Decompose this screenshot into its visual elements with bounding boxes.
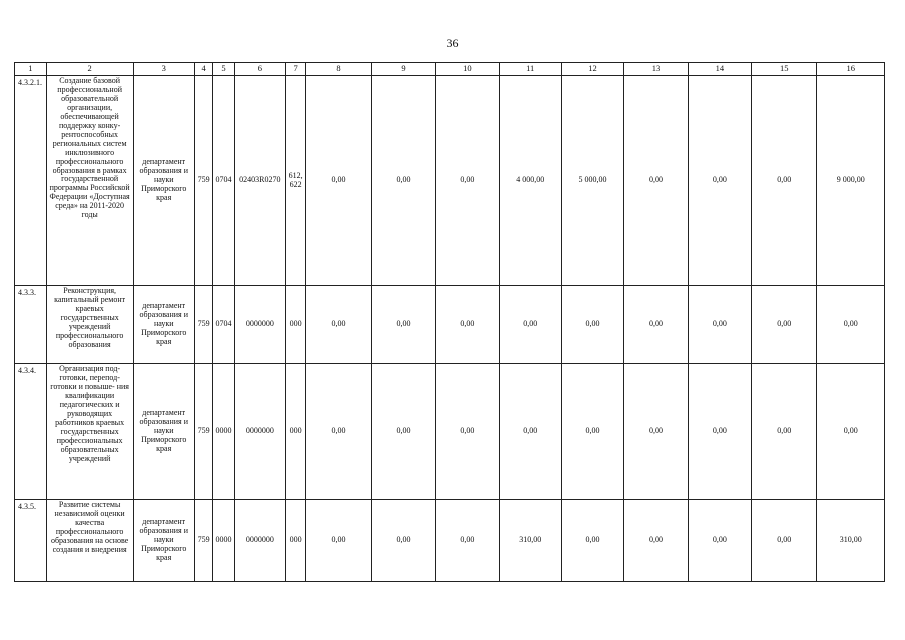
- column-header-16: 16: [817, 63, 885, 76]
- column-header-4: 4: [194, 63, 212, 76]
- column-header-1: 1: [15, 63, 47, 76]
- row-value-col-14: 0,00: [688, 364, 751, 500]
- row-value-col-15: 0,00: [752, 500, 817, 582]
- column-header-8: 8: [306, 63, 371, 76]
- row-value-col-15: 0,00: [752, 364, 817, 500]
- row-value-col-10: 0,00: [436, 364, 499, 500]
- row-value-col-16: 9 000,00: [817, 76, 885, 286]
- row-col-6: 02403R0270: [234, 76, 285, 286]
- row-col-4: 759: [194, 364, 212, 500]
- row-value-col-10: 0,00: [436, 286, 499, 364]
- row-value-col-8: 0,00: [306, 500, 371, 582]
- row-value-col-13: 0,00: [624, 286, 688, 364]
- column-header-14: 14: [688, 63, 751, 76]
- row-value-col-9: 0,00: [371, 286, 435, 364]
- column-header-2: 2: [46, 63, 133, 76]
- column-header-13: 13: [624, 63, 688, 76]
- row-name: Развитие системы независимой оценки качества профессионального образования на основе создания и внедрения: [46, 500, 133, 582]
- row-value-col-12: 5 000,00: [561, 76, 623, 286]
- row-col-5: 0704: [213, 286, 234, 364]
- row-code: 4.3.4.: [15, 364, 47, 500]
- column-header-7: 7: [285, 63, 305, 76]
- row-col-4: 759: [194, 76, 212, 286]
- row-value-col-16: 0,00: [817, 286, 885, 364]
- budget-table: [14, 62, 885, 582]
- table-row: [15, 76, 885, 286]
- row-value-col-14: 0,00: [688, 76, 751, 286]
- row-value-col-16: 310,00: [817, 500, 885, 582]
- column-header-10: 10: [436, 63, 499, 76]
- row-value-col-9: 0,00: [371, 76, 435, 286]
- row-value-col-15: 0,00: [752, 76, 817, 286]
- row-value-col-8: 0,00: [306, 364, 371, 500]
- row-col-7: 000: [285, 500, 305, 582]
- column-header-12: 12: [561, 63, 623, 76]
- row-col-7: 612, 622: [285, 76, 305, 286]
- row-value-col-14: 0,00: [688, 500, 751, 582]
- row-executor: департамент образования и науки Приморского края: [133, 500, 194, 582]
- row-col-6: 0000000: [234, 286, 285, 364]
- row-value-col-9: 0,00: [371, 500, 435, 582]
- row-value-col-10: 0,00: [436, 76, 499, 286]
- row-executor: департамент образования и науки Приморского края: [133, 364, 194, 500]
- row-col-5: 0704: [213, 76, 234, 286]
- row-executor: департамент образования и науки Приморского края: [133, 286, 194, 364]
- column-header-3: 3: [133, 63, 194, 76]
- row-col-6: 0000000: [234, 500, 285, 582]
- table-row: [15, 500, 885, 582]
- row-col-6: 0000000: [234, 364, 285, 500]
- row-value-col-13: 0,00: [624, 500, 688, 582]
- row-col-7: 000: [285, 286, 305, 364]
- row-value-col-13: 0,00: [624, 76, 688, 286]
- column-header-9: 9: [371, 63, 435, 76]
- row-value-col-11: 0,00: [499, 286, 561, 364]
- row-value-col-16: 0,00: [817, 364, 885, 500]
- row-col-5: 0000: [213, 364, 234, 500]
- row-code: 4.3.3.: [15, 286, 47, 364]
- row-name: Реконструкция, капитальный ремонт краевых государственных учреждений профессионального образования: [46, 286, 133, 364]
- column-header-5: 5: [213, 63, 234, 76]
- row-col-7: 000: [285, 364, 305, 500]
- row-value-col-13: 0,00: [624, 364, 688, 500]
- row-value-col-11: 310,00: [499, 500, 561, 582]
- row-col-4: 759: [194, 500, 212, 582]
- row-col-5: 0000: [213, 500, 234, 582]
- row-code: 4.3.2.1.: [15, 76, 47, 286]
- row-value-col-11: 0,00: [499, 364, 561, 500]
- row-value-col-11: 4 000,00: [499, 76, 561, 286]
- row-col-4: 759: [194, 286, 212, 364]
- row-value-col-12: 0,00: [561, 364, 623, 500]
- row-name: Создание базовой профессиональной образовательной организации, обеспечивающей поддержку конку- рентоспособных региональных систем инклюзивного профессионального образования в рамках государственной программы Российской Федерации «Доступная среда» на 2011-2020 годы: [46, 76, 133, 286]
- row-value-col-8: 0,00: [306, 76, 371, 286]
- column-header-11: 11: [499, 63, 561, 76]
- page-number: 36: [446, 36, 459, 50]
- row-value-col-9: 0,00: [371, 364, 435, 500]
- row-name: Организация под- готовки, перепод- готовки и повыше- ния квалификации педагогических и руководящих работников краевых государственных профессиональных образовательных учреждений: [46, 364, 133, 500]
- column-header-15: 15: [752, 63, 817, 76]
- row-value-col-12: 0,00: [561, 500, 623, 582]
- column-header-6: 6: [234, 63, 285, 76]
- row-value-col-14: 0,00: [688, 286, 751, 364]
- table-row: [15, 364, 885, 500]
- row-value-col-15: 0,00: [752, 286, 817, 364]
- row-value-col-8: 0,00: [306, 286, 371, 364]
- row-value-col-12: 0,00: [561, 286, 623, 364]
- table-row: [15, 286, 885, 364]
- row-executor: департамент образования и науки Приморского края: [133, 76, 194, 286]
- row-code: 4.3.5.: [15, 500, 47, 582]
- row-value-col-10: 0,00: [436, 500, 499, 582]
- header-row: [15, 63, 885, 76]
